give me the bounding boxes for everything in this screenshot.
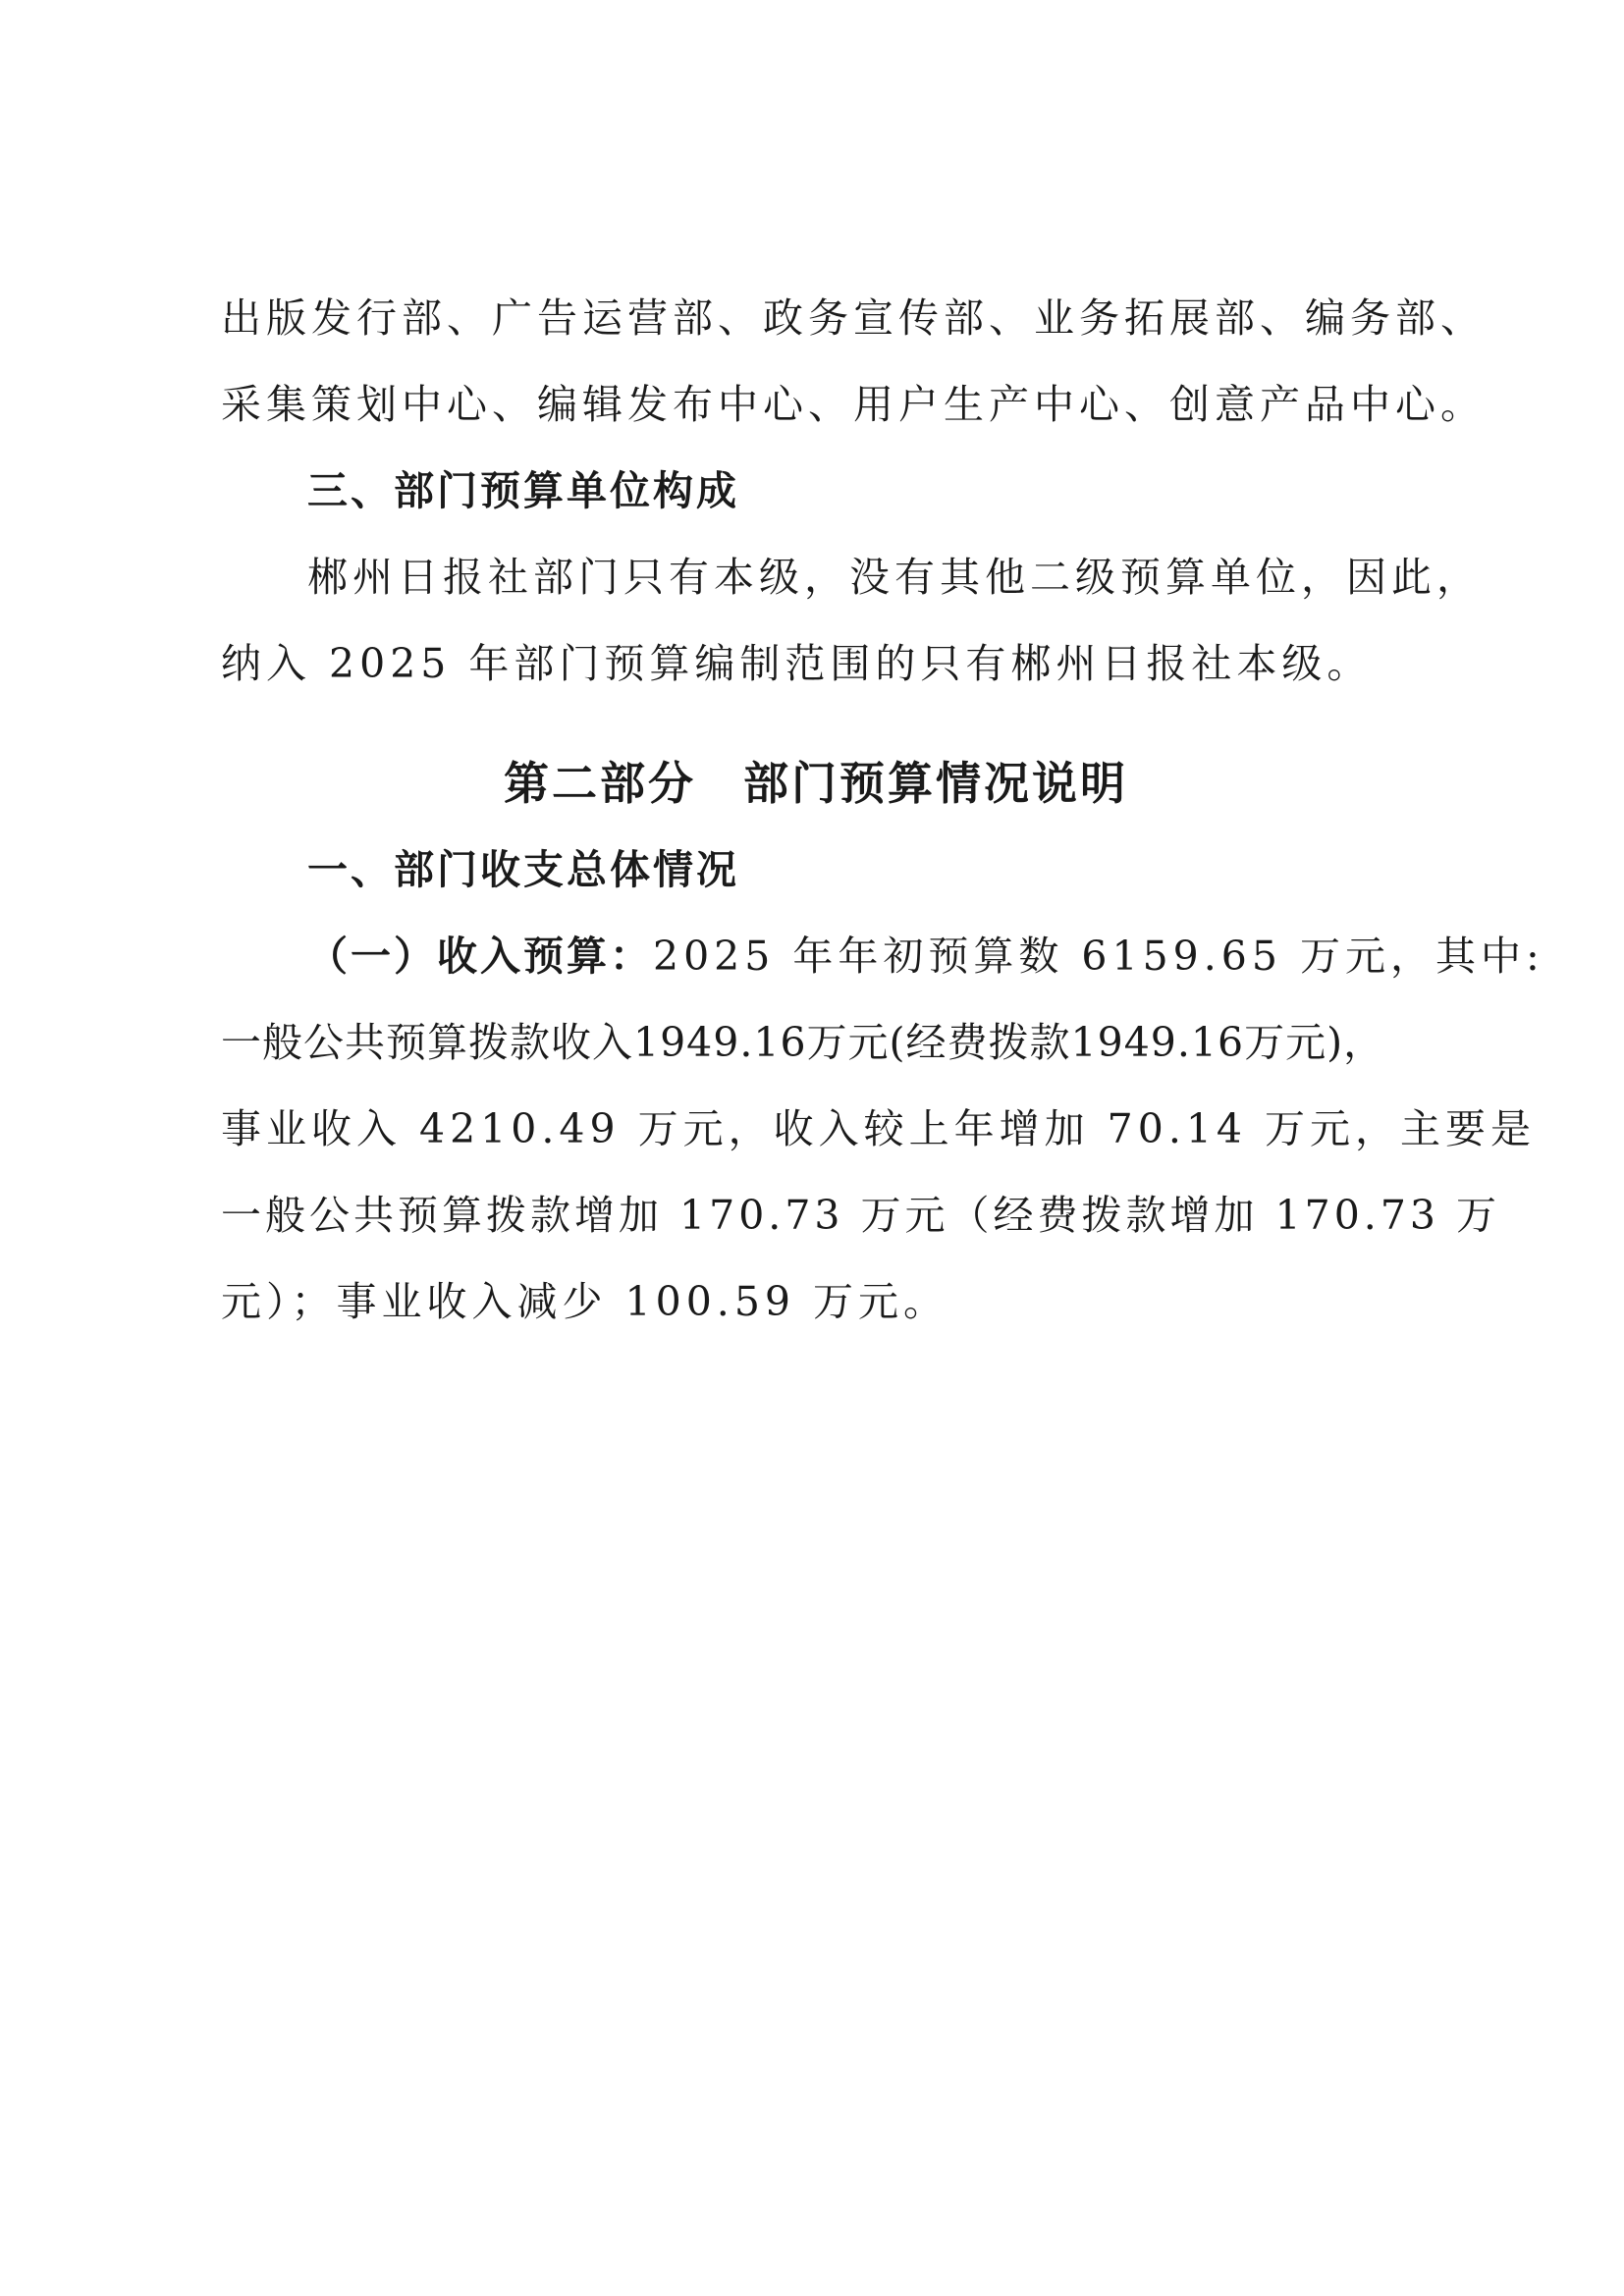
section-heading: 一、部门收支总体情况 xyxy=(307,846,739,893)
paragraph-line xyxy=(221,933,1544,980)
spacer xyxy=(221,726,1411,756)
part-title-text: 部门预算情况说明 xyxy=(743,757,1128,810)
part-title xyxy=(221,756,1411,811)
paragraph-line: 郴州日报社部门只有本级，没有其他二级预算单位，因此， xyxy=(307,554,1482,601)
paragraph-text: 2025 年年初预算数 6159.65 万元，其中: xyxy=(653,933,1544,980)
paragraph-line: 事业收入 4210.49 万元，收入较上年增加 70.14 万元，主要是 xyxy=(221,1105,1537,1152)
paragraph-line: 出版发行部、广告运营部、政务宣传部、业务拓展部、编务部、 xyxy=(221,294,1486,342)
paragraph-line: 采集策划中心、编辑发布中心、用户生产中心、创意产品中心。 xyxy=(221,381,1486,428)
part-title-number: 第二部分 xyxy=(504,757,696,810)
paragraph-line: 元）；事业收入减少 100.59 万元。 xyxy=(221,1278,949,1325)
paragraph-line: 一般公共预算拨款收入1949.16万元(经费拨款1949.16万元)， xyxy=(221,1019,1385,1066)
paragraph-line: 一般公共预算拨款增加 170.73 万元（经费拨款增加 170.73 万 xyxy=(221,1192,1501,1239)
paragraph-line: 纳入 2025 年部门预算编制范围的只有郴州日报社本级。 xyxy=(221,640,1373,687)
section-heading: 三、部门预算单位构成 xyxy=(307,467,739,514)
subsection-lead: （一）收入预算： xyxy=(307,933,653,980)
document-body xyxy=(221,294,1544,1364)
